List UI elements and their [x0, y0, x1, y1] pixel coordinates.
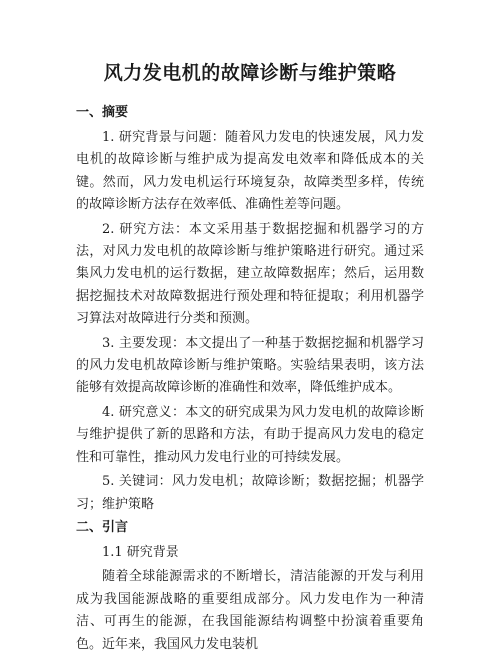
abstract-paragraph-method: 2. 研究方法：本文采用基于数据挖掘和机器学习的方法，对风力发电机的故障诊断与维护策略进行研究。通过采集风力发电机的运行数据，建立故障数据库；然后，运用数据挖掘技术对故障数据进行预处理和特征提取；利用机器学习算法对故障进行分类和预测。 [76, 221, 424, 327]
section-heading-abstract: 一、摘要 [76, 105, 129, 120]
section-heading-introduction: 二、引言 [76, 519, 129, 535]
subsection-heading-background: 1.1 研究背景 [102, 544, 179, 560]
introduction-section [76, 518, 424, 656]
document-title: 风力发电机的故障诊断与维护策略 [103, 62, 397, 84]
abstract-paragraph-background: 1. 研究背景与问题：随着风力发电的快速发展，风力发电机的故障诊断与维护成为提高发电效率和降低成本的关键。然而，风力发电机运行环境复杂，故障类型多样，传统的故障诊断方法存在效率低、准确性差等问题。 [76, 130, 424, 213]
abstract-section [76, 103, 424, 516]
introduction-paragraph: 随着全球能源需求的不断增长，清洁能源的开发与利用成为我国能源战略的重要组成部分。风力发电作为一种清洁、可再生的能源，在我国能源结构调整中扮演着重要角色。近年来，我国风力发电装机 [76, 569, 424, 652]
abstract-paragraph-significance: 4. 研究意义：本文的研究成果为风力发电机的故障诊断与维护提供了新的思路和方法，有助于提高风力发电的稳定性和可靠性，推动风力发电行业的可持续发展。 [76, 404, 424, 465]
abstract-paragraph-keywords: 5. 关键词：风力发电机；故障诊断；数据挖掘；机器学习；维护策略 [76, 474, 424, 512]
abstract-paragraph-findings: 3. 主要发现：本文提出了一种基于数据挖掘和机器学习的风力发电机故障诊断与维护策略。实验结果表明，该方法能够有效提高故障诊断的准确性和效率，降低维护成本。 [76, 335, 424, 396]
